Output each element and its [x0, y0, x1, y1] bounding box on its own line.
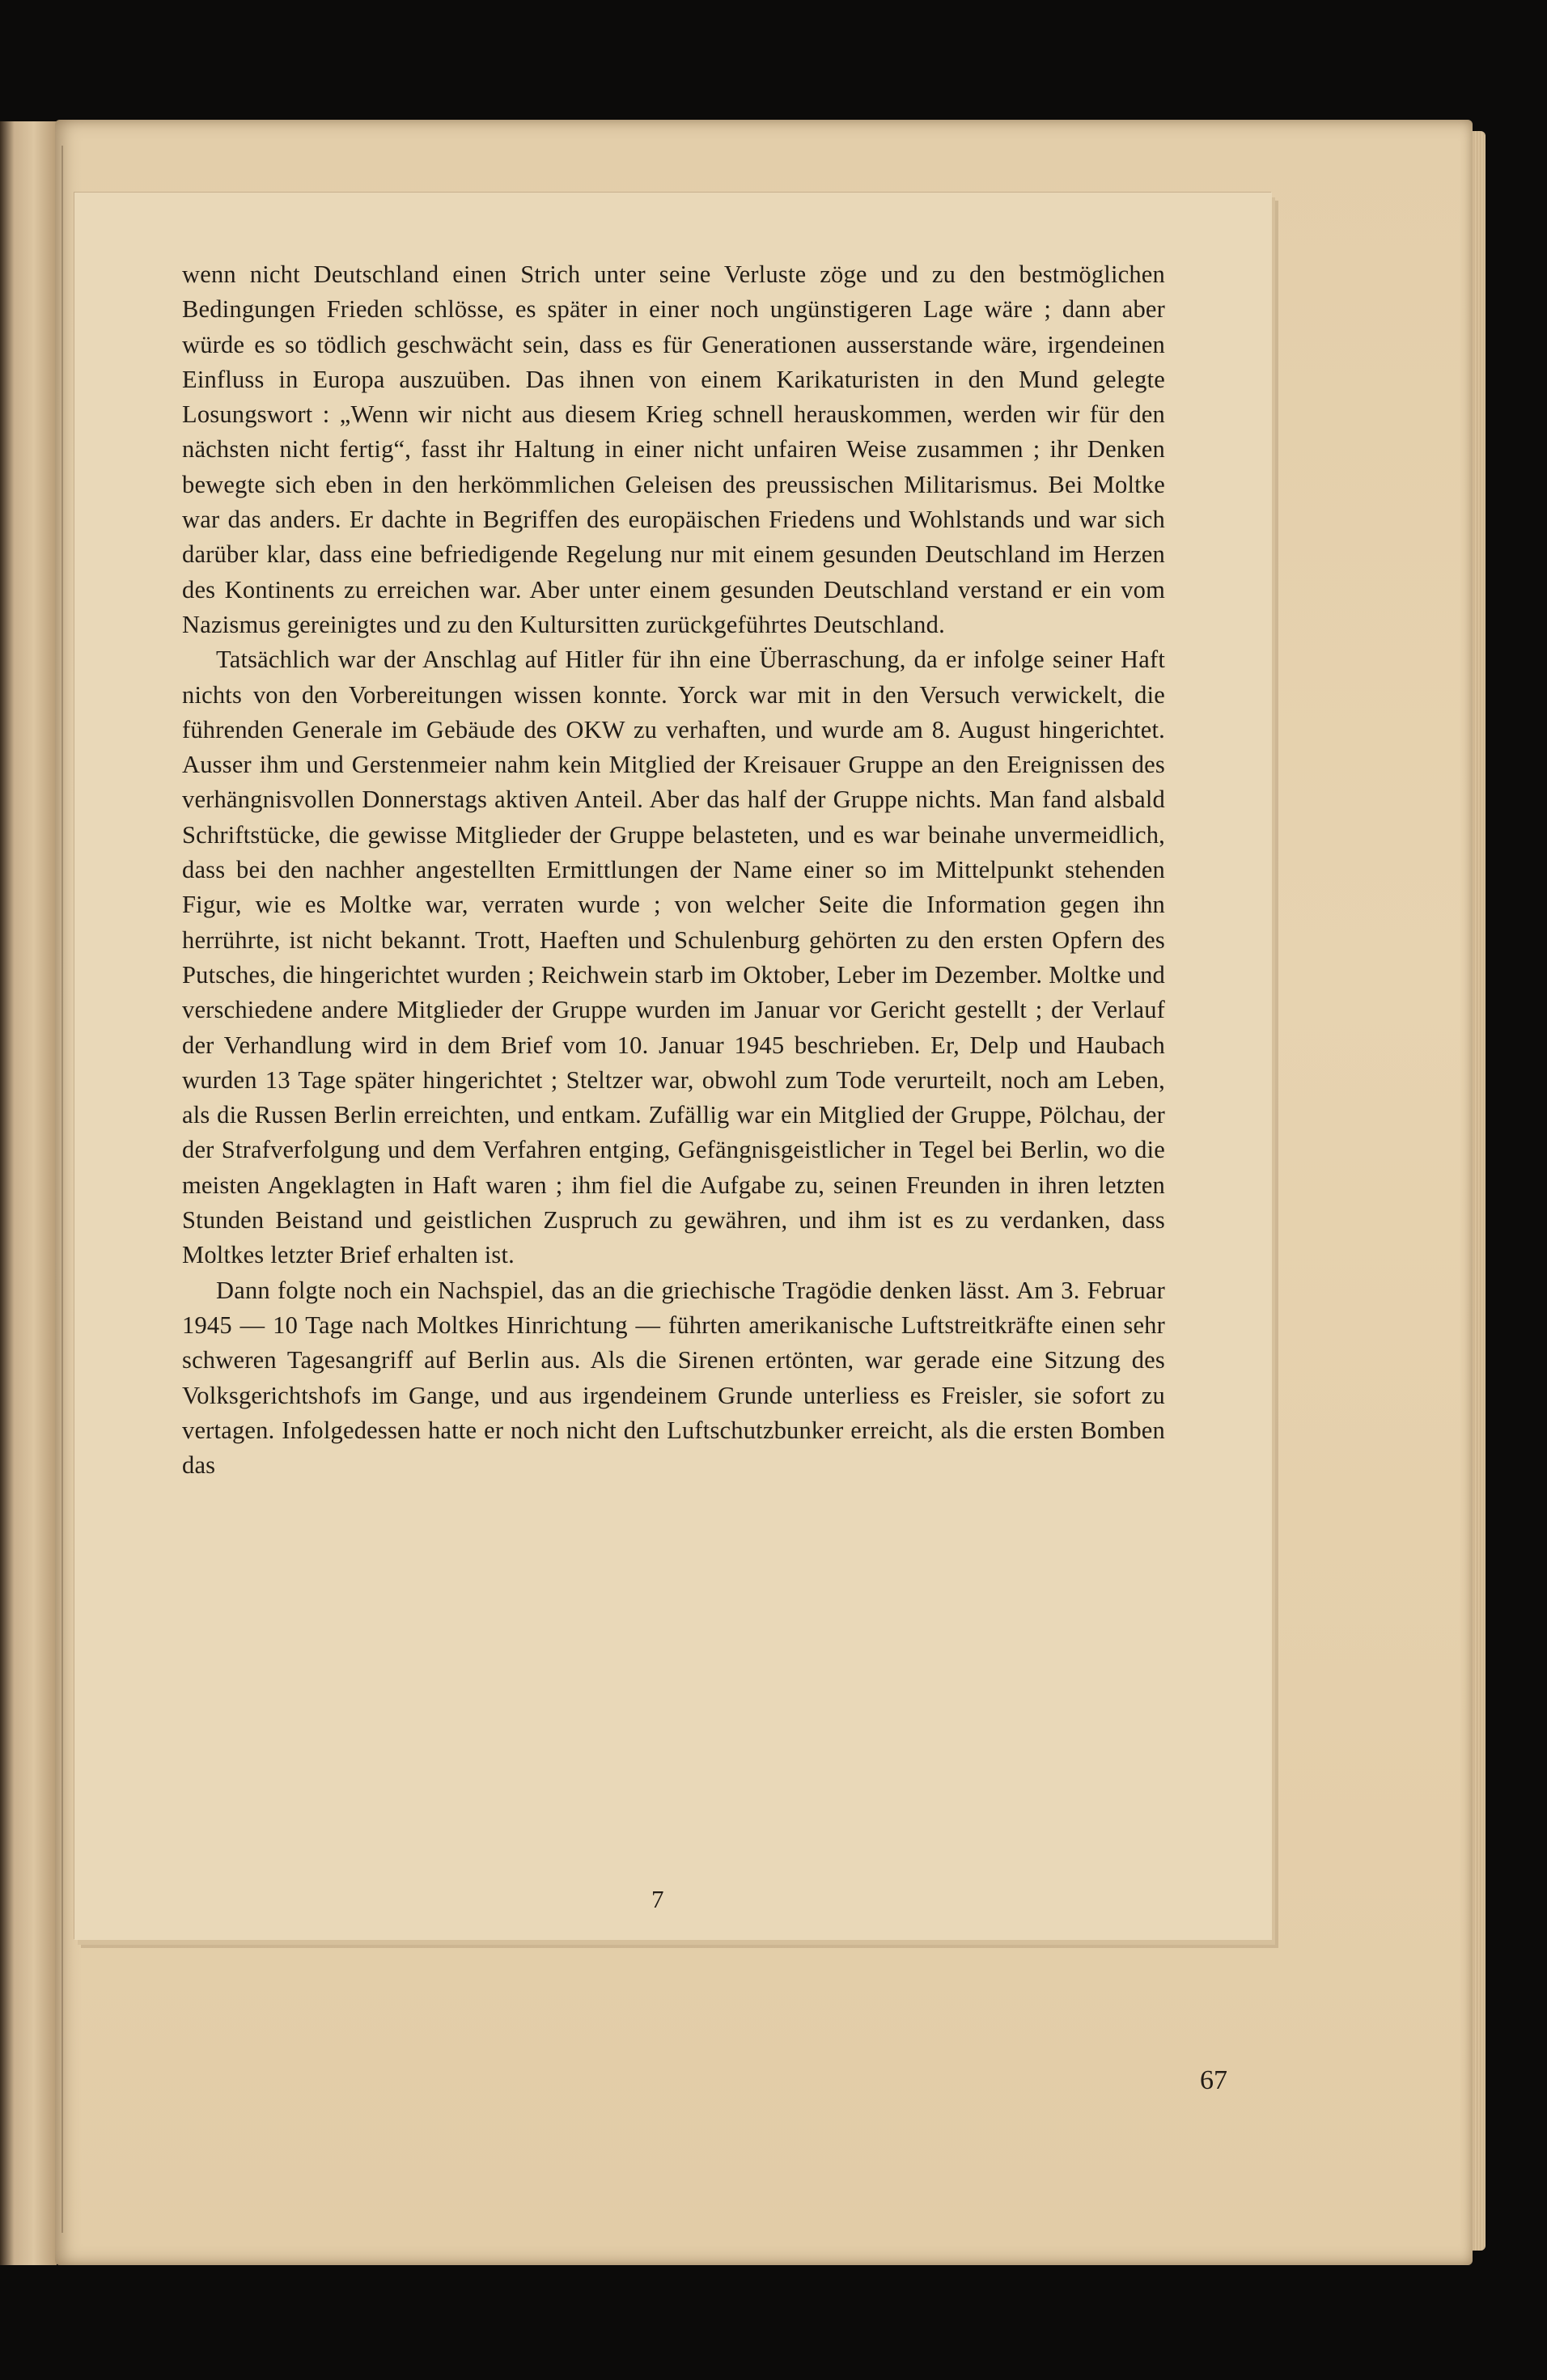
sheet-page-number: 7 — [651, 1885, 664, 1913]
sheet-body-text — [182, 257, 1165, 1483]
paragraph-3: Dann folgte noch ein Nachspiel, das an die griechische Tragödie denken lässt. Am 3. Februar 1945 — 10 Tage nach Moltkes Hinrichtung — führten amerikanische Luftstreitkräfte einen sehr schweren Tagesangriff auf Berlin aus. Als die Sirenen ertönten, war gerade eine Sitzung des Volksgerichtshofs im Gange, und aus irgendeinem Grunde unterliess es Freisler, sie sofort zu vertagen. Infolgedessen hatte er noch nicht den Luftschutzbunker erreicht, als die ersten Bomben das — [182, 1276, 1165, 1480]
paragraph-1: wenn nicht Deutschland einen Strich unter seine Verluste zöge und zu den bestmöglichen Bedingungen Frieden schlösse, es später in einer noch ungünstigeren Lage wäre ; dann aber würde es so tödlich geschwächt sein, dass es für Generationen ausserstande wäre, irgendeinen Einfluss in Europa auszuüben. Das ihnen von einem Karikaturisten in den Mund gelegte Losungswort : „Wenn wir nicht aus diesem Krieg schnell herauskommen, werden wir für den nächsten nicht fertig“, fasst ihr Haltung in einer nicht unfairen Weise zusammen ; ihr Denken bewegte sich eben in den herkömmlichen Geleisen des preussischen Militarismus. Bei Moltke war das anders. Er dachte in Begriffen des europäischen Friedens und Wohlstands und war sich darüber klar, dass eine befriedigende Regelung nur mit einem gesunden Deutschland im Herzen des Kontinents zu erreichen war. Aber unter einem gesunden Deutschland verstand er ein vom Nazismus gereinigtes und zu den Kultursitten zurückgeführtes Deutschland. — [182, 260, 1165, 638]
gutter-line — [61, 146, 63, 2233]
page-fore-edge — [1473, 131, 1486, 2251]
previous-page-edge — [0, 121, 57, 2265]
book-page-number: 67 — [1200, 2065, 1227, 2095]
paragraph-2: Tatsächlich war der Anschlag auf Hitler für ihn eine Überraschung, da er infolge seiner Haft nichts von den Vorbereitungen wissen konnte. Yorck war mit in den Versuch verwickelt, die führenden Generale im Gebäude des OKW zu verhaften, und wurde am 8. August hingerichtet. Ausser ihm und Gerstenmeier nahm kein Mitglied der Kreisauer Gruppe an den Ereignissen des verhängnisvollen Donnerstags aktiven Anteil. Aber das half der Gruppe nichts. Man fand alsbald Schriftstücke, die gewisse Mitglieder der Gruppe belasteten, und es war beinahe unvermeidlich, dass bei den nachher angestellten Ermittlungen der Name einer so im Mittelpunkt stehenden Figur, wie es Moltke war, verraten wurde ; von welcher Seite die Information gegen ihn herrührte, ist nicht bekannt. Trott, Haeften und Schulenburg gehörten zu den ersten Opfern des Putsches, die hingerichtet wurden ; Reichwein starb im Oktober, Leber im Dezember. Moltke und verschiedene andere Mitglieder der Gruppe wurden im Januar vor Gericht gestellt ; der Verlauf der Verhandlung wird in dem Brief vom 10. Januar 1945 beschrieben. Er, Delp und Haubach wurden 13 Tage später hingerichtet ; Steltzer war, obwohl zum Tode verurteilt, noch am Leben, als die Russen Berlin erreichten, und entkam. Zufällig war ein Mitglied der Gruppe, Pölchau, der der Strafverfolgung und dem Verfahren entging, Gefängnisgeistlicher in Tegel bei Berlin, wo die meisten Angeklagten in Haft waren ; ihm fiel die Aufgabe zu, seinen Freunden in ihren letzten Stunden Beistand und geistlichen Zuspruch zu gewähren, und ihm ist es zu verdanken, dass Moltkes letzter Brief erhalten ist. — [182, 646, 1165, 1269]
